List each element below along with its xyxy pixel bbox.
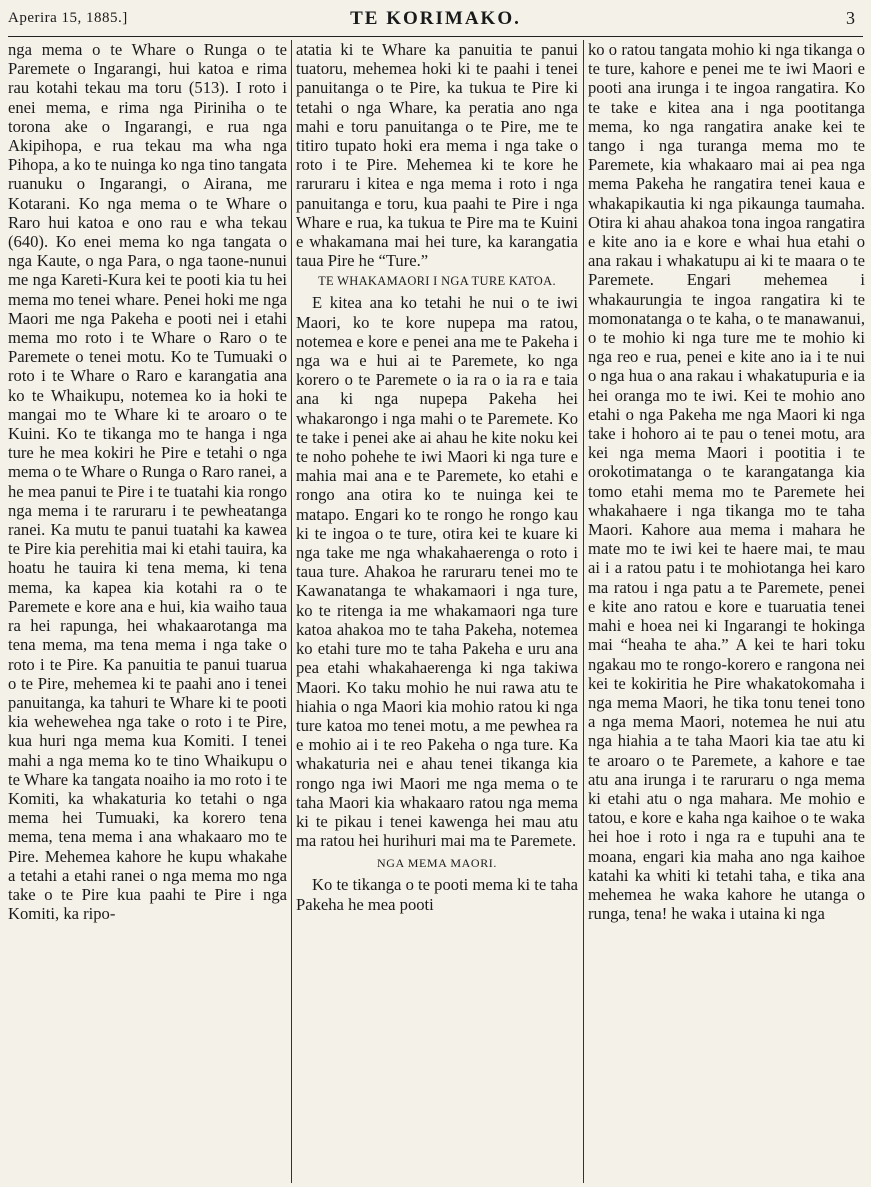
column-divider [583,40,584,1183]
paragraph: E kitea ana ko tetahi he nui o te iwi Maori, ko te kore nupepa ma ratou, notemea e kore e penei ana me te Pakeha i nga wa e hui ai te Paremete, ko nga korero o te Paremete o ia ra o ia ra e taia ana ki nga nupepa Pakeha hei whakarongo i nga mahi o te Paremete. Ko te take i penei ake ai ahau he kite noku kei te noho pohehe te iwi Maori ki nga ture e mahia mai ana e te Paremete, ko etahi e rongo ana otira ko te nuinga kei te matapo. Engari ko te rongo he rongo kau ki te ingoa o te ture, otira kei te kuare ki nga take me nga whakahaerenga o roto i taua ture. Ahakoa he raruraru tenei mo te Kawanatanga te whakamaori i nga ture, ko te ritenga ia me whakamaori nga ture katoa ahakoa mo te taha Pakeha, notemea ko etahi ture mo te taha Pakeha e uru ana pea etahi whakahaerenga ki nga takiwa Maori. Ko taku mohio he nui rawa atu te hiahia o nga Maori kia mohio ratou ki nga ture katoa mo tenei motu, a me pewhea ra e mohio ai i te reo Pakeha o nga ture. Ka whakaturia nei e ahau tenei tikanga kia rongo nga iwi Maori me nga mema o te taha Maori kia whakaaro ratou nga mema ki te pikau i tenei kawenga hei mau atu ma ratou hei hurihuri mai ma te Paremete. [296,293,578,851]
section-heading: NGA MEMA MAORI. [376,856,497,871]
text-column-3 [588,40,865,1185]
section-heading: TE WHAKAMAORI I NGA TURE KATOA. [318,274,556,289]
column-divider [291,40,292,1183]
paragraph: Ko te tikanga o te pooti mema ki te taha Pakeha he mea pooti [296,875,578,914]
text-column-1 [8,40,287,1185]
text-column-2 [296,40,578,1185]
page-number: 3 [846,8,855,28]
newspaper-title: TE KORIMAKO. [350,8,521,29]
issue-date: Aperira 15, 1885.] [8,10,128,26]
page-header [8,6,863,37]
paragraph: atatia ki te Whare ka panuitia te panui tuatoru, mehemea hoki ki te paahi i tenei panuitanga o te Pire, ka tukua te Pire ki tetahi o nga Whare, ka peratia ano nga mahi e toru panuitanga o te Pire, me te titiro tupato hoki era mema i nga take o roto i te Pire. Mehemea ki te kore he raruraru i kitea e nga mema i roto i nga panuitanga e toru, kua paahi te Pire i nga Whare e rua, ka tukua te Pire ma te Kuini e whakamana mai hei ture, ka karangatia taua Pire he “Ture.” [296,40,578,271]
paragraph: ko o ratou tangata mohio ki nga tikanga o te ture, kahore e penei me te iwi Maori e pooti ana irunga i te ingoa rangatira. Ko te take e kitea ana i nga pootitanga mema, ko nga rangatira anake kei te tango i nga turanga mema mo te Paremete, kia whakaaro mai ai pea nga mema Pakeha he rangatira tenei kaua e whakapikautia ki nga pikaunga taumaha. Otira ki ahau ahakoa tona ingoa rangatira e kite ano ia e kore e whai hua etahi o ana rakau i whakatupu ai ki te maara o te Paremete. Engari mehemea i whakaurungia te ingoa rangatira ki te momonatanga o te kaha, o te manawanui, o te mohio ki nga ture me te mohio ki nga reo e rua, penei e kite ano ia i te nui o nga hua o ana rakau i whakatupuria e ia hei oranga mo te iwi. Kei te mohio ano etahi o nga Pakeha me nga Maori ki nga take i hohoro ai te pau o tenei motu, ara kei nga mema Maori i pootitia i te orokotimatanga o te karangatanga kia tomo etahi mema mo te Paremete hei whakahaere i nga tikanga mo te taha Maori. Kahore aua mema i mahara he mate mo te iwi kei te haere mai, te mau ai i a ratou patu i te mohiotanga hei karo ma ratou i nga patu a te Paremete, penei e kite ano ratou e kore e tuaruatia tenei mahi e hoea nei ki Ingarangi te hokinga mai “heaha te aha.” A kei te hari toku ngakau mo te rongo-korero e rangona nei kei te kokiritia he Pire whakatokomaha i nga mema Maori, he tika tonu tenei tono a nga mema Maori, notemea he nui atu nga hiahia a te taha Maori kia tae atu ki te aroaro o te Paremete, a kahore e tae atu ana irunga i te raruraru o nga mema ki etahi atu o nga mahara. Me mohio e tatou, e kore e kaha nga kaihoe o te waka hei hoe i roto i nga ra e tupuhi ana te moana, engari kia maha ano nga kaihoe katahi ka whiti ki tetahi taha, e tika ana mehemea he waka kahore he utanga o runga, tena! he waka i utaina ki nga [588,40,865,924]
paragraph: nga mema o te Whare o Runga o te Paremete o Ingarangi, hui katoa e rima rau kotahi tekau ma toru (513). I roto i enei mema, e rima nga Piriniha o te torona ake o Ingarangi, e rua nga Akipihopa, e rua tekau ma wha nga Pihopa, a ko te nuinga ko nga tino tangata ruanuku o Ingarangi, o Airana, me Kotarani. Ko nga mema o te Whare o Raro hui katoa e ono rau e wha tekau (640). Ko enei mema ko nga tangata o nga Kaute, o nga Para, o nga taone-nunui me nga Kareti-Kura kei te pooti kia tu hei mema mo tenei whare. Penei hoki me nga Maori me nga Pakeha e pooti nei i etahi mema mo roto i te Whare o Raro o te Paremete o tenei motu. Ko te Tumuaki o roto i te Whare o Raro e karangatia ana ko te Whaikupu, notemea ko ia hoki te mangai mo te Whare ki te aroaro o te Kuini. Ko te tikanga mo te hanga i nga ture he mea kokiri he Pire e tetahi o nga mema o te Whare o Runga o Raro ranei, a he mea panui te Pire i te tuatahi kia rongo nga mema i te raruraru i te pewheatanga ranei. Ka mutu te panui tuatahi ka kawea te Pire kia perehitia mai ki etahi tauira, ka hoatu he tauira ki tena mema, ki tena mema, ka kapea kia kotahi ra o te Paremete e kore ana e hui, kia waiho taua ra hei rapunga, hei whakaarotanga ma tena mema, ma tena mema i nga take o roto i te Pire. Ka panuitia te panui tuarua o te Pire, mehemea ki te paahi ano i tenei panuitanga, ka tahuri te Whare ki te pooti kia wehewehea nga take o roto i te Pire, kua huri nga mema kua Komiti. I tenei mahi a nga mema ko te tino Whaikupu o te Whare ka tangata noaiho ia mo roto i te Komiti, ka whakaturia ko tetahi o nga mema hei Tumuaki, ka korero tena mema, tena mema i ana whakaaro mo te Pire. Mehemea kahore he kupu whakahe a tetahi a etahi ranei o nga mema mo nga take o te Pire kua paahi te Pire i nga Komiti, ka ripo- [8,40,287,924]
